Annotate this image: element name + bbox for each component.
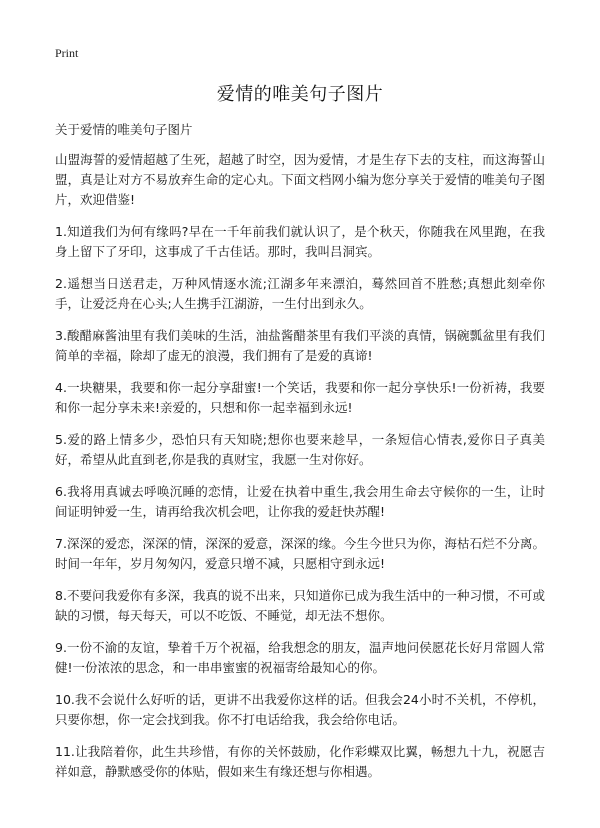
quote-item-6: 6.我将用真诚去呼唤沉睡的恋情，让爱在执着中重生,我会用生命去守候你的一生，让时间证明钟爱一生，请再给我次机会吧，让你我的爱赶快苏醒!	[55, 484, 545, 519]
article-subtitle: 关于爱情的唯美句子图片	[55, 122, 193, 137]
article-body	[55, 120, 545, 794]
quote-item-5: 5.爱的路上情多少，恐怕只有天知晓;想你也要来趁早，一条短信心情表,爱你日子真美好，希望从此直到老,你是我的真财宝，我愿一生对你好。	[55, 432, 545, 467]
quote-item-10: 10.我不会说什么好听的话，更讲不出我爱你这样的话。但我会24小时不关机，不停机，只要你想，你一定会找到我。你不打电话给我，我会给你电话。	[55, 692, 545, 727]
quote-item-11: 11.让我陪着你，此生共珍惜，有你的关怀鼓励，化作彩蝶双比翼，畅想九十九，祝愿吉祥如意，静默感受你的体贴，假如来生有缘还想与你相遇。	[55, 744, 545, 779]
quote-item-8: 8.不要问我爱你有多深，我真的说不出来，只知道你已成为我生活中的一种习惯，不可或缺的习惯，每天每天，可以不吃饭、不睡觉，却无法不想你。	[55, 588, 545, 623]
quote-item-1: 1.知道我们为何有缘吗?早在一千年前我们就认识了，是个秋天，你随我在风里跑，在我身上留下了牙印，这事成了千古佳话。那时，我叫吕洞宾。	[55, 224, 545, 259]
print-link[interactable]: Print	[55, 46, 79, 60]
quote-item-9: 9.一份不渝的友谊，挚着千万个祝福，给我想念的朋友，温声地问侯愿花长好月常圆人常健!一份浓浓的思念，和一串串蜜蜜的祝福寄给最知心的你。	[55, 640, 545, 675]
article-intro: 山盟海誓的爱情超越了生死，超越了时空，因为爱情，才是生存下去的支柱，而这海誓山盟，真是让对方不易放弃生命的定心丸。下面文档网小编为您分享关于爱情的唯美句子图片，欢迎借鉴!	[55, 152, 545, 207]
quote-item-4: 4.一块糖果，我要和你一起分享甜蜜!一个笑话，我要和你一起分享快乐!一份祈祷，我要和你一起分享未来!亲爱的，只想和你一起幸福到永远!	[55, 380, 545, 415]
quote-item-2: 2.遥想当日送君走，万种风情逐水流;江湖多年来漂泊，蓦然回首不胜愁;真想此刻牵你手，让爱泛舟在心头;人生携手江湖游，一生付出到永久。	[55, 276, 545, 311]
page-title: 爱情的唯美句子图片	[216, 84, 384, 105]
quote-item-3: 3.酸醋麻酱油里有我们美味的生活，油盐酱醋茶里有我们平淡的真情，锅碗瓢盆里有我们简单的幸福，除却了虚无的浪漫，我们拥有了是爱的真谛!	[55, 328, 545, 363]
quote-item-7: 7.深深的爱恋，深深的情，深深的爱意，深深的缘。今生今世只为你，海枯石烂不分离。时间一年年，岁月匆匆闪，爱意只增不减，只愿相守到永远!	[55, 536, 545, 571]
